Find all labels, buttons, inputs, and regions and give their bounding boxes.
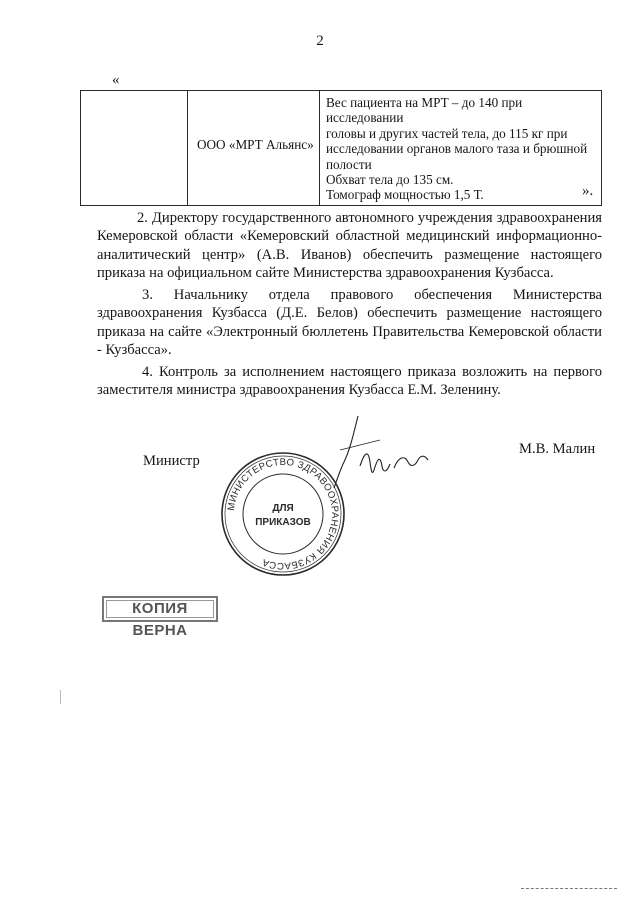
table-cell-empty xyxy=(81,91,188,206)
scan-mark xyxy=(60,690,61,704)
mri-requirements-table xyxy=(80,90,602,206)
closing-quote: ». xyxy=(582,183,594,199)
table-cell-requirements xyxy=(320,91,602,206)
requirement-line: полости xyxy=(326,156,372,172)
requirement-line: Вес пациента на МРТ – до 140 при исследовании xyxy=(326,95,523,126)
requirement-line: Обхват тела до 135 см. xyxy=(326,172,454,188)
signer-name: М.В. Малин xyxy=(519,441,596,457)
table-cell-organization xyxy=(188,91,320,206)
requirement-line: Томограф мощностью 1,5 Т. xyxy=(326,187,484,203)
requirement-line: исследовании органов малого таза и брюшной xyxy=(326,141,588,157)
handwritten-signature xyxy=(320,410,435,495)
organization-name: ООО «МРТ Альянс» xyxy=(197,137,314,152)
paragraph-4: 4. Контроль за исполнением настоящего приказа возложить на первого заместителя министра здравоохранения Кузбасса Е.М. Зеленину. xyxy=(97,364,602,399)
paragraph-3: 3. Начальнику отдела правового обеспечения Министерства здравоохранения Кузбасса (Д.Е. Белов) обеспечить размещение настоящего приказа на сайте «Электронный бюллетень Правительства Кемеровской области - Кузбасса». xyxy=(97,287,602,359)
table-row xyxy=(81,91,602,206)
signer-title: Министр xyxy=(143,453,200,469)
requirement-line: головы и других частей тела, до 115 кг при xyxy=(326,125,568,141)
seal-ring-text: МИНИСТЕРСТВО ЗДРАВООХРАНЕНИЯ КУЗБАССА xyxy=(226,456,341,572)
seal-center-line-1: ДЛЯ xyxy=(272,503,294,514)
page-number: 2 xyxy=(316,33,324,49)
seal-center-line-2: ПРИКАЗОВ xyxy=(255,517,311,528)
certified-copy-stamp: КОПИЯ ВЕРНА xyxy=(102,596,218,622)
paragraph-2: 2. Директору государственного автономного учреждения здравоохранения Кемеровской области «Кемеровский областной медицинский информационно-аналитический центр» (А.В. Иванов) обеспечить размещение настоящего приказа на официальном сайте Министерства здравоохранения Кузбасса. xyxy=(97,210,602,282)
footer-line xyxy=(521,888,617,890)
opening-quote: « xyxy=(112,72,120,88)
